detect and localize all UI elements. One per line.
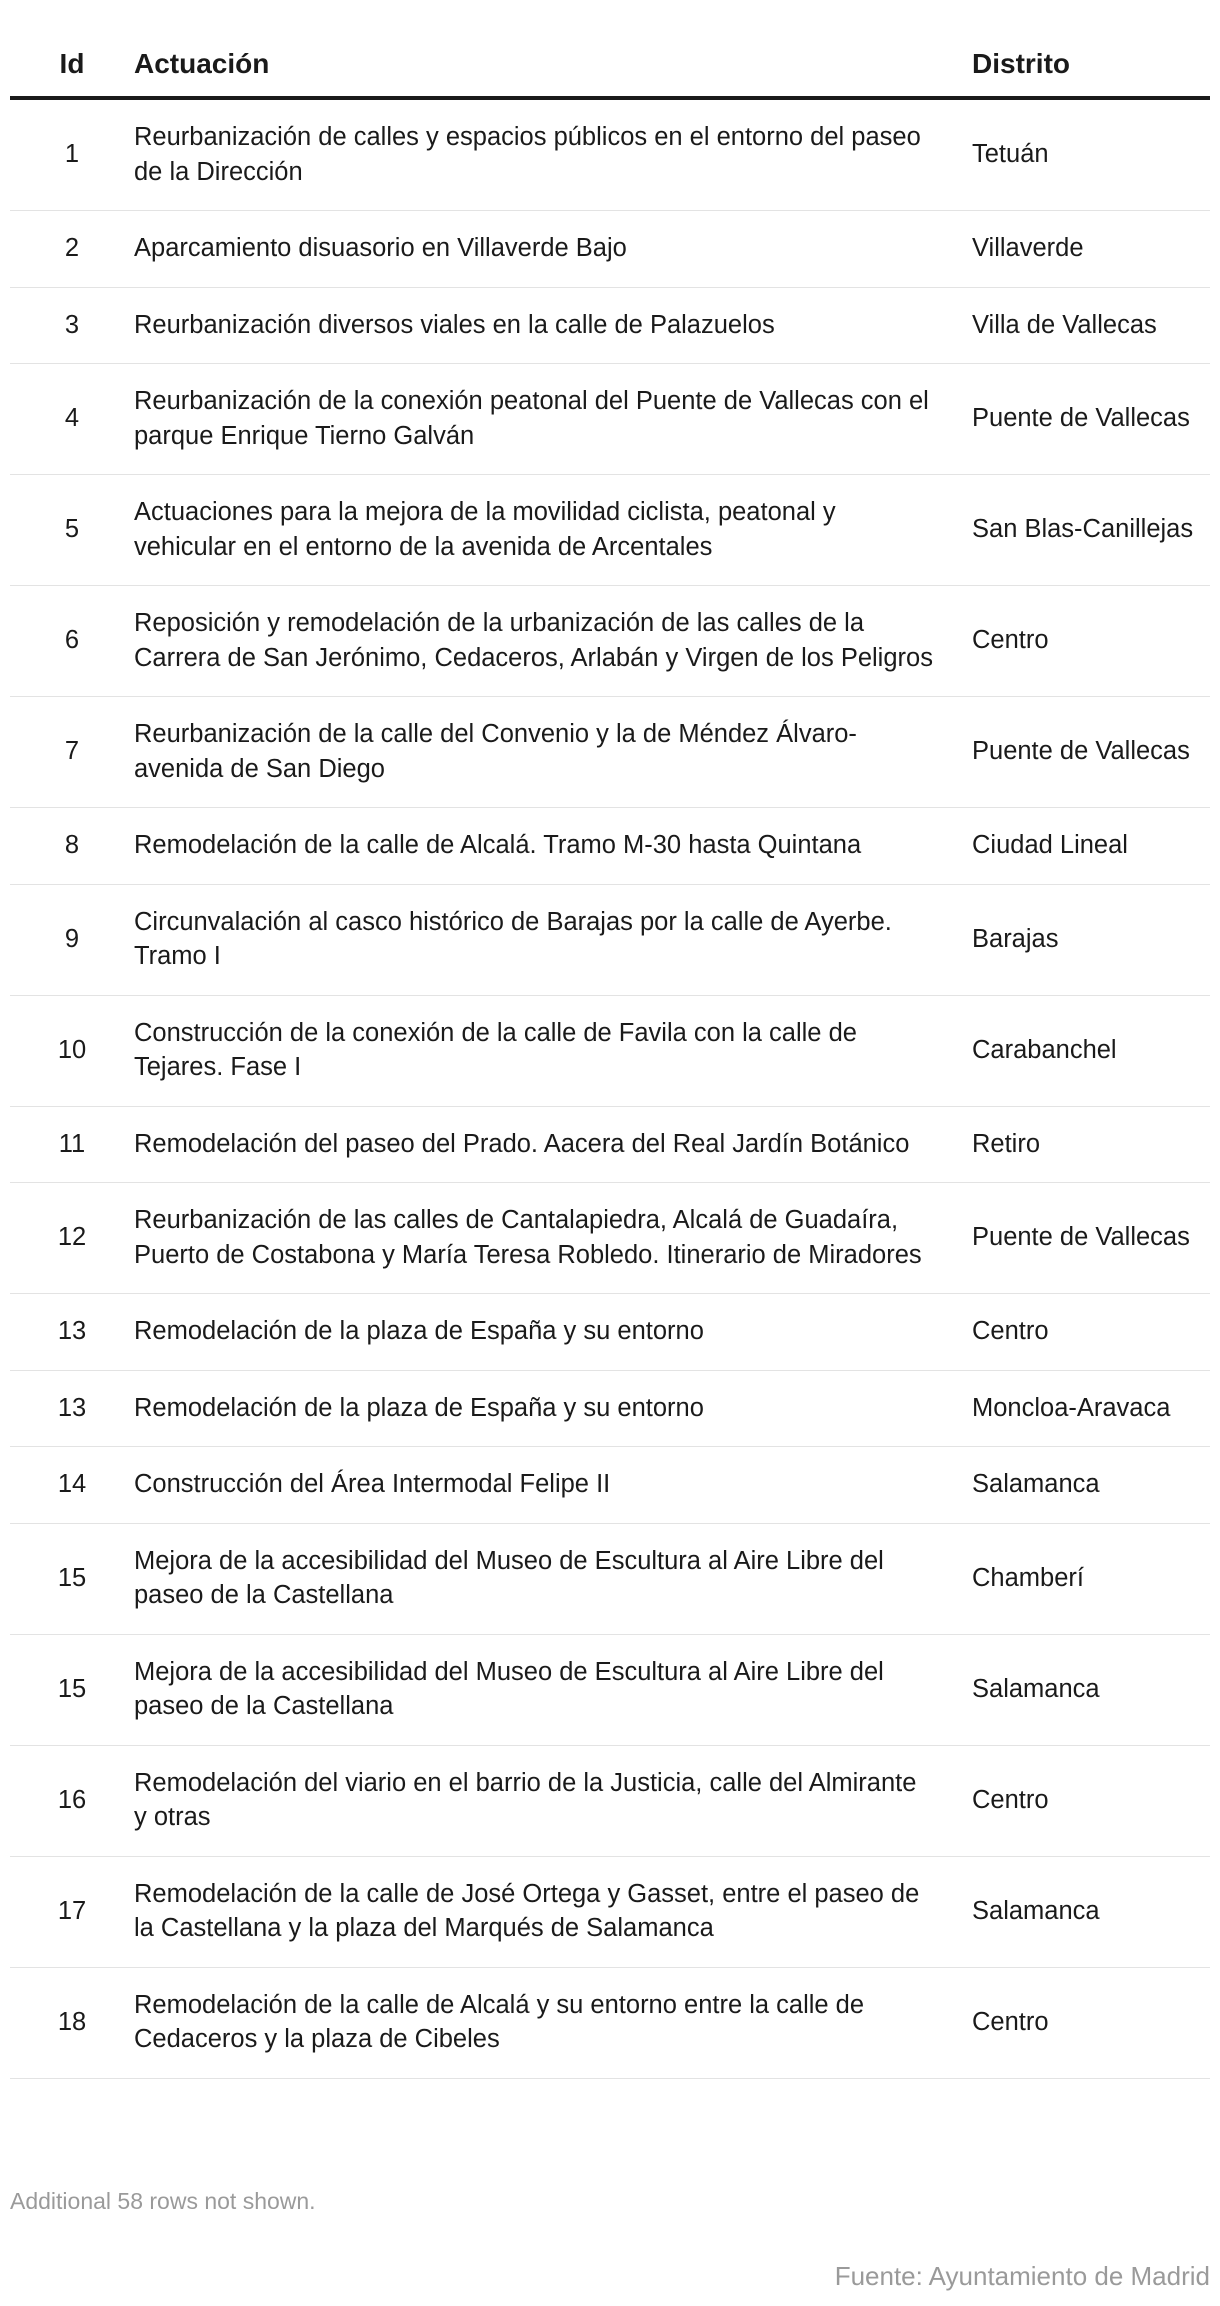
cell-actuacion: Reurbanización de las calles de Cantalapiedra, Alcalá de Guadaíra, Puerto de Costabona y María Teresa Robledo. Itinerario de Miradores [134,1183,972,1294]
cell-distrito: Centro [972,1294,1210,1371]
cell-id: 11 [10,1106,134,1183]
cell-id: 15 [10,1523,134,1634]
cell-distrito: Salamanca [972,1447,1210,1524]
table-row [10,211,1210,288]
table-row [10,808,1210,885]
cell-distrito: Barajas [972,884,1210,995]
cell-actuacion: Reurbanización de la conexión peatonal del Puente de Vallecas con el parque Enrique Tierno Galván [134,364,972,475]
cell-actuacion: Actuaciones para la mejora de la movilidad ciclista, peatonal y vehicular en el entorno de la avenida de Arcentales [134,475,972,586]
cell-distrito: Tetuán [972,98,1210,211]
table-row [10,1856,1210,1967]
cell-actuacion: Reposición y remodelación de la urbanización de las calles de la Carrera de San Jerónimo, Cedaceros, Arlabán y Virgen de los Peligros [134,586,972,697]
header-distrito[interactable]: Distrito [972,38,1210,98]
cell-actuacion: Remodelación del paseo del Prado. Aacera del Real Jardín Botánico [134,1106,972,1183]
cell-distrito: Retiro [972,1106,1210,1183]
cell-distrito: Chamberí [972,1523,1210,1634]
cell-actuacion: Reurbanización diversos viales en la calle de Palazuelos [134,287,972,364]
cell-actuacion: Reurbanización de calles y espacios públicos en el entorno del paseo de la Dirección [134,98,972,211]
cell-id: 1 [10,98,134,211]
cell-distrito: Centro [972,1967,1210,2078]
cell-actuacion: Remodelación de la calle de Alcalá y su entorno entre la calle de Cedaceros y la plaza de Cibeles [134,1967,972,2078]
table-row [10,1294,1210,1371]
cell-distrito: Carabanchel [972,995,1210,1106]
cell-actuacion: Remodelación de la calle de José Ortega y Gasset, entre el paseo de la Castellana y la plaza del Marqués de Salamanca [134,1856,972,1967]
cell-distrito: Ciudad Lineal [972,808,1210,885]
actuaciones-table [10,38,1210,2079]
cell-distrito: Puente de Vallecas [972,364,1210,475]
table-row [10,1370,1210,1447]
cell-distrito: Salamanca [972,1634,1210,1745]
table-row [10,1183,1210,1294]
cell-actuacion: Aparcamiento disuasorio en Villaverde Bajo [134,211,972,288]
cell-id: 7 [10,697,134,808]
table-body [10,98,1210,2078]
table-row [10,995,1210,1106]
table-row [10,697,1210,808]
cell-id: 16 [10,1745,134,1856]
cell-distrito: Moncloa-Aravaca [972,1370,1210,1447]
cell-id: 18 [10,1967,134,2078]
cell-distrito: Centro [972,586,1210,697]
cell-actuacion: Mejora de la accesibilidad del Museo de Escultura al Aire Libre del paseo de la Castellana [134,1523,972,1634]
header-row [10,38,1210,98]
cell-id: 8 [10,808,134,885]
cell-id: 4 [10,364,134,475]
cell-actuacion: Remodelación del viario en el barrio de la Justicia, calle del Almirante y otras [134,1745,972,1856]
cell-distrito: Salamanca [972,1856,1210,1967]
table-row [10,1634,1210,1745]
cell-distrito: San Blas-Canillejas [972,475,1210,586]
cell-actuacion: Circunvalación al casco histórico de Barajas por la calle de Ayerbe. Tramo I [134,884,972,995]
cell-id: 15 [10,1634,134,1745]
header-id[interactable]: Id [10,38,134,98]
table-row [10,586,1210,697]
cell-id: 17 [10,1856,134,1967]
cell-actuacion: Remodelación de la plaza de España y su entorno [134,1294,972,1371]
table-row [10,287,1210,364]
cell-actuacion: Construcción del Área Intermodal Felipe II [134,1447,972,1524]
cell-id: 9 [10,884,134,995]
header-actuacion[interactable]: Actuación [134,38,972,98]
cell-id: 12 [10,1183,134,1294]
table-row [10,1106,1210,1183]
cell-distrito: Villa de Vallecas [972,287,1210,364]
cell-id: 3 [10,287,134,364]
cell-id: 2 [10,211,134,288]
cell-distrito: Villaverde [972,211,1210,288]
cell-distrito: Puente de Vallecas [972,1183,1210,1294]
table-row [10,475,1210,586]
rows-not-shown-note: Additional 58 rows not shown. [10,2188,316,2214]
cell-id: 13 [10,1294,134,1371]
data-table-container [10,38,1210,2079]
table-header [10,38,1210,98]
cell-id: 6 [10,586,134,697]
cell-distrito: Puente de Vallecas [972,697,1210,808]
cell-distrito: Centro [972,1745,1210,1856]
cell-actuacion: Reurbanización de la calle del Convenio y la de Méndez Álvaro-avenida de San Diego [134,697,972,808]
table-row [10,1523,1210,1634]
table-row [10,1745,1210,1856]
table-row [10,1447,1210,1524]
cell-id: 10 [10,995,134,1106]
cell-actuacion: Mejora de la accesibilidad del Museo de Escultura al Aire Libre del paseo de la Castellana [134,1634,972,1745]
table-row [10,884,1210,995]
cell-actuacion: Remodelación de la calle de Alcalá. Tramo M-30 hasta Quintana [134,808,972,885]
cell-actuacion: Remodelación de la plaza de España y su entorno [134,1370,972,1447]
table-row [10,364,1210,475]
table-row [10,98,1210,211]
cell-id: 13 [10,1370,134,1447]
cell-id: 14 [10,1447,134,1524]
cell-id: 5 [10,475,134,586]
source-credit: Fuente: Ayuntamiento de Madrid [834,2261,1210,2291]
cell-actuacion: Construcción de la conexión de la calle de Favila con la calle de Tejares. Fase I [134,995,972,1106]
table-row [10,1967,1210,2078]
